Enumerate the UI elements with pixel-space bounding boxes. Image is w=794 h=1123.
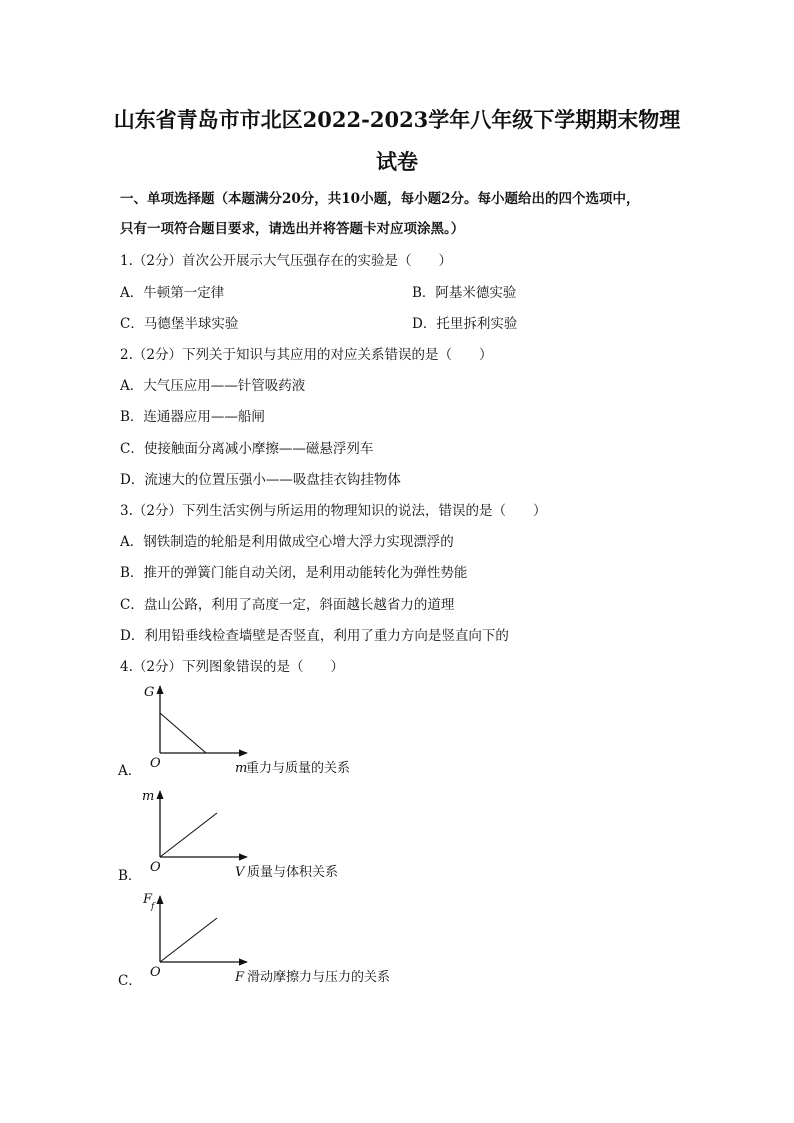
question-1-option-c: C．马德堡半球实验 [120,316,239,332]
graph-c-x-label: F [235,970,245,985]
graph-c-y-label: F [143,892,153,907]
question-2-option-b: B．连通器应用——船闸 [120,409,265,425]
page-title-line2: 试卷 [376,149,418,174]
graph-c-origin: O [150,965,161,980]
question-1-option-b: B．阿基米德实验 [412,285,517,301]
question-4-option-b-letter: B． [118,868,142,884]
graph-a [144,685,350,776]
graph-b-line [160,813,217,857]
graph-b [142,789,338,880]
question-2-option-a: A．大气压应用——针管吸药液 [120,378,306,394]
question-1-option-d: D．托里拆利实验 [412,316,518,332]
graph-c [142,892,390,985]
graph-a-line [160,713,206,753]
question-1-option-a: A．牛顿第一定律 [120,285,225,301]
question-3-option-a: A．钢铁制造的轮船是利用做成空心增大浮力实现漂浮的 [120,534,454,550]
section-header-line2: 只有一项符合题目要求，请选出并将答题卡对应项涂黑。） [120,221,465,237]
graph-b-y-label: m [142,789,155,804]
question-1-stem: 1.（2分）首次公开展示大气压强存在的实验是（ ） [120,253,452,269]
graph-c-caption: 滑动摩擦力与压力的关系 [247,970,391,985]
question-3-option-b: B．推开的弹簧门能自动关闭，是利用动能转化为弹性势能 [120,565,468,581]
graph-b-caption: 质量与体积关系 [247,865,339,880]
graph-b-x-label: V [235,865,245,880]
question-4-stem: 4.（2分）下列图象错误的是（ ） [120,659,344,675]
question-4-option-c-letter: C． [118,973,142,989]
question-2-option-c: C．使接触面分离减小摩擦——磁悬浮列车 [120,441,374,457]
question-3-option-d: D．利用铅垂线检查墙壁是否竖直，利用了重力方向是竖直向下的 [120,628,509,644]
section-header-line1: 一、单项选择题（本题满分20分，共10小题，每小题2分。每小题给出的四个选项中， [120,191,640,207]
page-title-line1: 山东省青岛市市北区2022-2023学年八年级下学期期末物理 [113,107,681,132]
graph-b-origin: O [150,860,161,875]
graph-a-x-label: m [235,761,248,776]
graph-c-y-subscript: f [151,902,155,912]
question-2-option-d: D．流速大的位置压强小——吸盘挂衣钩挂物体 [120,472,401,488]
question-3-option-c: C．盘山公路，利用了高度一定，斜面越长越省力的道理 [120,597,455,613]
graph-a-y-label: G [144,685,155,700]
graph-a-origin: O [150,756,161,771]
question-3-stem: 3.（2分）下列生活实例与所运用的物理知识的说法，错误的是（ ） [120,503,547,519]
question-2-stem: 2.（2分）下列关于知识与其应用的对应关系错误的是（ ） [120,347,493,363]
graph-a-caption: 重力与质量的关系 [246,761,351,776]
graph-c-line [160,918,217,962]
question-4-option-a-letter: A． [118,763,142,779]
